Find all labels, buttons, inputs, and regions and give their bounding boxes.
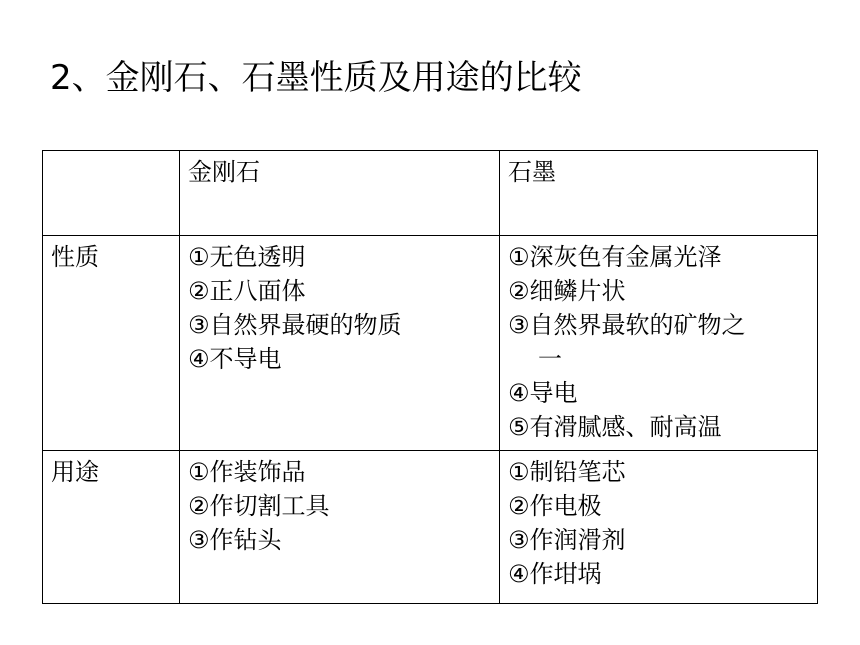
table-header-row	[43, 151, 818, 236]
diamond-property-1: ①无色透明	[188, 243, 306, 271]
slide-title: 2、金刚石、石墨性质及用途的比较	[50, 58, 582, 98]
diamond-property-3: ③自然界最硬的物质	[188, 311, 402, 339]
comparison-table	[42, 150, 818, 604]
graphite-use-2: ②作电极	[508, 492, 602, 520]
table-row-uses	[43, 451, 818, 604]
graphite-property-1: ①深灰色有金属光泽	[508, 243, 722, 271]
graphite-property-2: ②细鳞片状	[508, 277, 626, 305]
diamond-uses-cell	[180, 451, 500, 604]
graphite-property-3-continued: 一	[538, 345, 562, 373]
graphite-uses-cell	[500, 451, 818, 604]
diamond-use-3: ③作钻头	[188, 526, 282, 554]
diamond-property-4: ④不导电	[188, 345, 282, 373]
graphite-property-4: ④导电	[508, 379, 578, 407]
diamond-properties-cell	[180, 236, 500, 451]
graphite-property-3: ③自然界最软的矿物之	[508, 311, 746, 339]
header-graphite: 石墨	[500, 151, 818, 236]
header-diamond: 金刚石	[180, 151, 500, 236]
row-label-uses: 用途	[43, 451, 180, 604]
diamond-property-2: ②正八面体	[188, 277, 306, 305]
header-corner-cell	[43, 151, 180, 236]
graphite-property-5: ⑤有滑腻感、耐高温	[508, 413, 722, 441]
graphite-properties-cell	[500, 236, 818, 451]
row-label-properties: 性质	[43, 236, 180, 451]
graphite-use-1: ①制铅笔芯	[508, 458, 626, 486]
graphite-use-4: ④作坩埚	[508, 560, 602, 588]
diamond-use-2: ②作切割工具	[188, 492, 330, 520]
diamond-use-1: ①作装饰品	[188, 458, 306, 486]
graphite-use-3: ③作润滑剂	[508, 526, 626, 554]
table-row-properties	[43, 236, 818, 451]
